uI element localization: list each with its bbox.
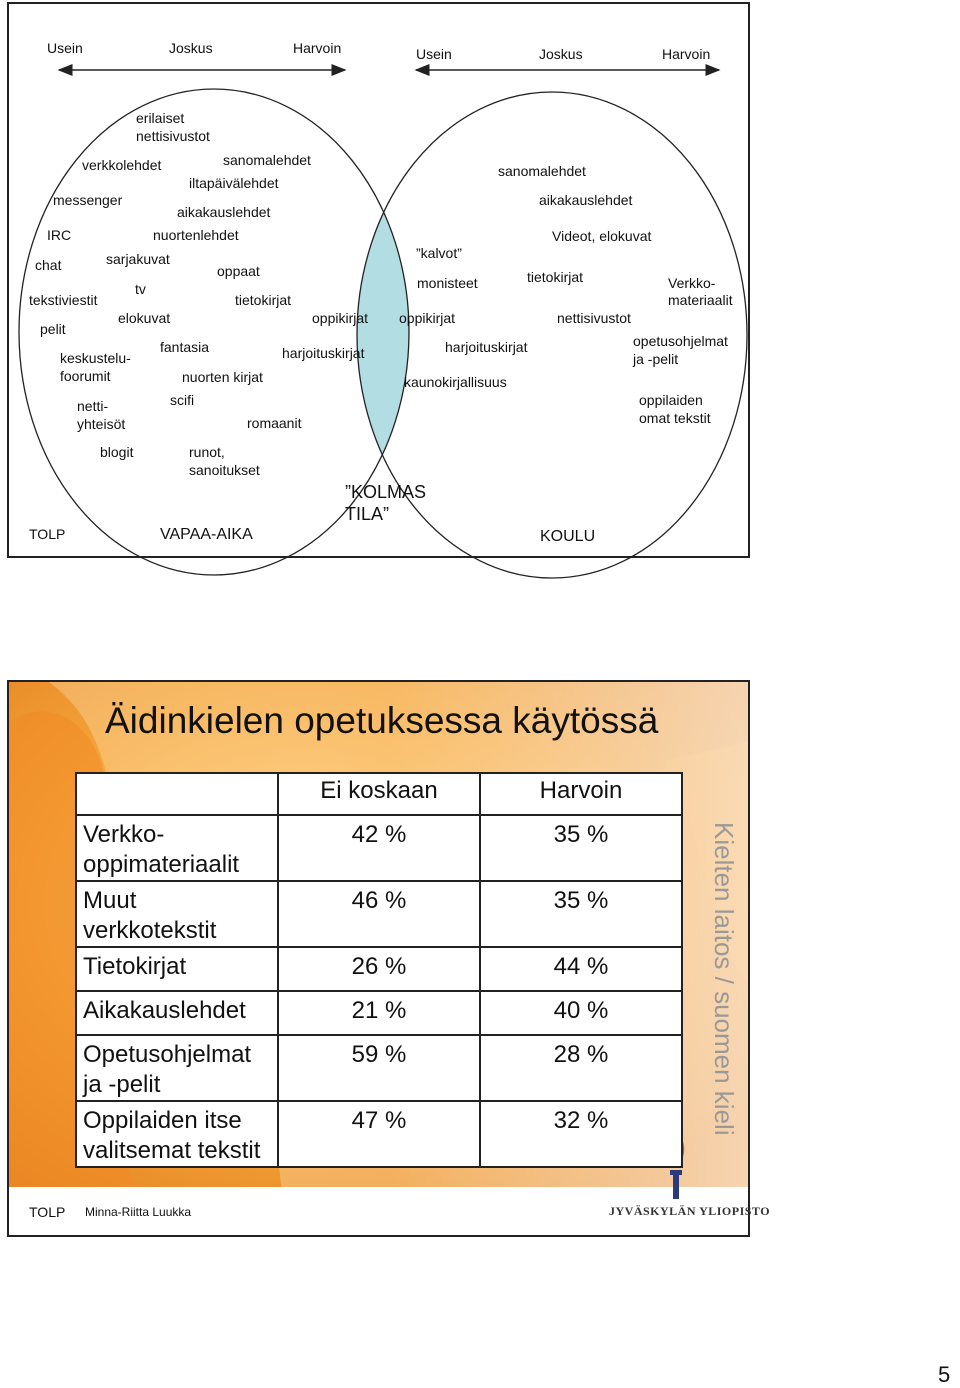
table-row: [76, 881, 682, 947]
vapaa-aika-label: VAPAA-AIKA: [160, 526, 253, 543]
tolp-label: TOLP: [29, 1204, 66, 1220]
venn-item: tv: [135, 281, 146, 297]
row-label: verkkotekstit: [83, 917, 217, 944]
venn-item: oppaat: [217, 263, 260, 279]
venn-item: nuorten kirjat: [182, 369, 263, 385]
venn-item: nuortenlehdet: [153, 227, 239, 243]
venn-item: opetusohjelmat: [633, 333, 728, 349]
row-label: Tietokirjat: [83, 953, 187, 980]
ei-koskaan-value: 21 %: [278, 991, 480, 1035]
venn-item: romaanit: [247, 415, 302, 431]
venn-item: pelit: [40, 321, 66, 337]
venn-item: scifi: [170, 392, 195, 408]
venn-item: aikakauslehdet: [539, 192, 633, 208]
venn-item: Verkko-: [668, 275, 716, 291]
harvoin-value: 32 %: [480, 1101, 682, 1167]
venn-item: runot,: [189, 444, 225, 460]
ei-koskaan-value: 47 %: [278, 1101, 480, 1167]
row-label: Muut: [83, 887, 137, 914]
usage-table-slide: [7, 680, 771, 1237]
venn-item: nettisivustot: [557, 310, 631, 326]
scale-label: Usein: [416, 46, 452, 62]
left-circle-vapaa-aika: [19, 89, 409, 575]
department-text: Kielten laitos / suomen kieli: [709, 822, 739, 1136]
venn-item: erilaiset: [136, 110, 185, 126]
venn-item: sanomalehdet: [223, 152, 311, 168]
venn-item: monisteet: [417, 275, 478, 291]
venn-item: Videot, elokuvat: [552, 228, 652, 244]
venn-item: kaunokirjallisuus: [404, 374, 507, 390]
ei-koskaan-value: 42 %: [278, 815, 480, 881]
venn-item: oppikirjat: [312, 310, 369, 326]
row-label: oppimateriaalit: [83, 851, 240, 878]
venn-item: iltapäivälehdet: [189, 175, 279, 191]
ei-koskaan-value: 46 %: [278, 881, 480, 947]
ei-koskaan-value: 59 %: [278, 1035, 480, 1101]
harvoin-value: 40 %: [480, 991, 682, 1035]
harvoin-value: 35 %: [480, 881, 682, 947]
table-header-cell: Harvoin: [480, 773, 682, 815]
venn-item: elokuvat: [118, 310, 171, 326]
ei-koskaan-value: 26 %: [278, 947, 480, 991]
author-name: Minna-Riitta Luukka: [85, 1205, 192, 1219]
venn-item: oppilaiden: [639, 392, 703, 408]
venn-item: tietokirjat: [235, 292, 292, 308]
kolmas-tila-label: TILA”: [345, 504, 390, 524]
venn-item: harjoituskirjat: [445, 339, 528, 355]
scale-label: Harvoin: [662, 46, 711, 62]
venn-item: blogit: [100, 444, 134, 460]
harvoin-value: 44 %: [480, 947, 682, 991]
tolp-label: TOLP: [29, 526, 66, 542]
department-vertical-label: [709, 822, 743, 1152]
row-label-cell: [76, 947, 278, 991]
venn-item: sarjakuvat: [106, 251, 170, 267]
scale-label: Joskus: [539, 46, 583, 62]
row-label: Opetusohjelmat: [83, 1041, 252, 1068]
venn-item: keskustelu-: [60, 350, 131, 366]
venn-item: verkkolehdet: [82, 157, 162, 173]
venn-slide: [7, 2, 750, 558]
venn-item: aikakauslehdet: [177, 204, 271, 220]
venn-item: tekstiviestit: [29, 292, 98, 308]
venn-item: ”kalvot”: [416, 245, 462, 261]
koulu-label: KOULU: [540, 528, 596, 545]
venn-item: tietokirjat: [527, 269, 584, 285]
table-row: [76, 1035, 682, 1101]
usage-table: [75, 772, 683, 1168]
scale-label: Joskus: [169, 40, 213, 56]
venn-item: fantasia: [160, 339, 210, 355]
venn-item: foorumit: [60, 368, 111, 384]
table-header-row: [76, 773, 682, 815]
kolmas-tila-label: ”KOLMAS: [345, 482, 427, 502]
scale-label: Usein: [47, 40, 83, 56]
venn-diagram: [9, 4, 748, 556]
row-label-cell: [76, 881, 278, 947]
table-row: [76, 991, 682, 1035]
harvoin-value: 35 %: [480, 815, 682, 881]
table-row: [76, 1101, 682, 1167]
venn-item: netti-: [77, 398, 109, 414]
venn-item: sanomalehdet: [498, 163, 586, 179]
row-label: ja -pelit: [83, 1071, 161, 1098]
row-label: Aikakauslehdet: [83, 997, 246, 1024]
venn-item: materiaalit: [668, 292, 733, 308]
table-row: [76, 815, 682, 881]
venn-item: IRC: [47, 227, 72, 243]
row-label-cell: [76, 815, 278, 881]
university-logo-text: JYVÄSKYLÄN YLIOPISTO: [609, 1204, 771, 1218]
venn-item: harjoituskirjat: [282, 345, 365, 361]
scale-label: Harvoin: [293, 40, 342, 56]
row-label-cell: [76, 1035, 278, 1101]
venn-item: sanoitukset: [189, 462, 260, 478]
table-row: [76, 947, 682, 991]
slide-title: Äidinkielen opetuksessa käytössä: [105, 700, 659, 741]
row-label-cell: [76, 1101, 278, 1167]
venn-item: nettisivustot: [136, 128, 210, 144]
row-label-cell: [76, 991, 278, 1035]
row-label: Oppilaiden itse: [83, 1107, 242, 1134]
row-label: valitsemat tekstit: [83, 1137, 261, 1164]
venn-item: messenger: [53, 192, 123, 208]
table-header-cell: Ei koskaan: [278, 773, 480, 815]
venn-item: chat: [35, 257, 62, 273]
venn-item: yhteisöt: [77, 416, 126, 432]
venn-item: oppikirjat: [399, 310, 456, 326]
venn-item: omat tekstit: [639, 410, 711, 426]
page-number: 5: [938, 1362, 951, 1387]
table-header-cell: [76, 773, 278, 815]
harvoin-value: 28 %: [480, 1035, 682, 1101]
row-label: Verkko-: [83, 821, 165, 848]
venn-item: ja -pelit: [633, 351, 679, 367]
